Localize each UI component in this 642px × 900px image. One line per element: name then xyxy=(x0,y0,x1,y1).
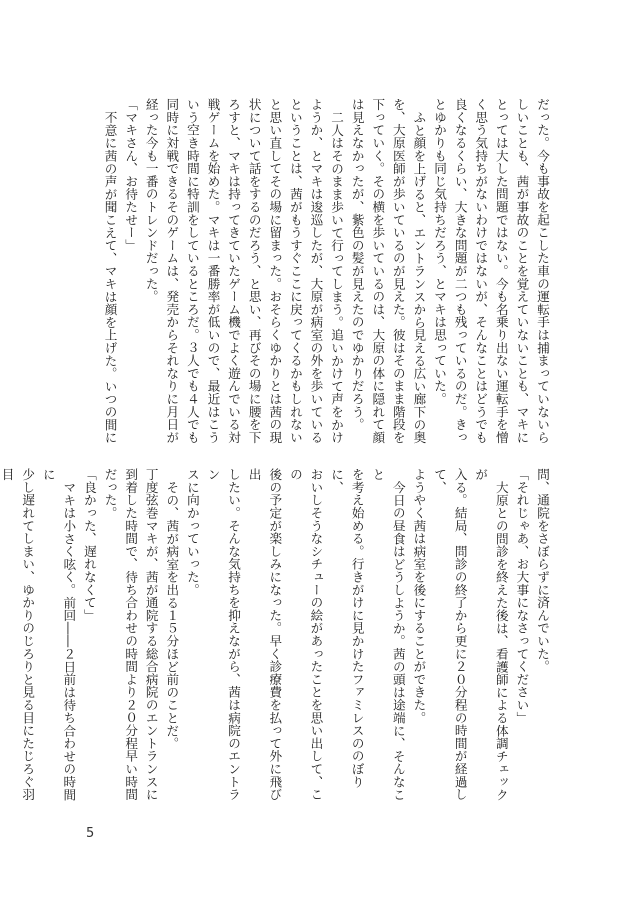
dialogue-line: 「良かった、遅れなくて」 xyxy=(81,468,97,622)
dialogue-line: 「マキさん、お待たせー」 xyxy=(123,98,139,252)
paragraph: 今日の昼食はどうしようか。茜の頭は途端に、そんなこと xyxy=(370,468,406,801)
paragraph: を考え始める。行きがけに見かけたファミレスののぼりに、 xyxy=(329,468,365,788)
paragraph: だった。 xyxy=(102,468,118,520)
paragraph: 少し遅れてしまい、ゆかりのじろりと見る目にたじろぐ羽目 xyxy=(0,468,36,801)
lower-text-block xyxy=(0,468,552,808)
paragraph: その、茜が病室を出る１５分ほど前のことだ。 xyxy=(164,480,180,750)
upper-text-block xyxy=(76,98,552,450)
paragraph: ようやく茜は病室を後にすることができた。 xyxy=(411,468,427,724)
paragraph: 大原との問診を終えた後は、看護師による体調チェックが xyxy=(473,468,509,801)
paragraph: 入る。結局、問診の終了から更に２０分程の時間が経過して、 xyxy=(432,468,468,801)
paragraph: 二人はそのまま歩いて行ってしまう。追いかけて声をかけようか、とマキは逡巡したが、大原が病室の外を歩いているということは、茜がもうすぐここに戻ってくるかもしれないと思い直してその場に留まった。おそらくゆかりとは茜の現状について話をするのだろう、と思い、再びその場に腰を下ろすと、マキは持ってきていたゲーム機でよく遊んでいる対戦ゲームを始めた。マキは一番勝率が低いので、最近はこういう空き時間に特訓をしているところだ。３人でも４人でも同時に対戦できるそのゲームは、発売からそれなりに月日が経った今も一番のトレンドだった。 xyxy=(143,98,345,444)
paragraph: おいしそうなシチューの絵があったことを思い出して、この xyxy=(287,468,324,801)
paragraph: 問、通院をさぼらずに済んでいた。 xyxy=(535,468,550,673)
paragraph: 後の予定が楽しみになった。早く診療費を払って外に飛び出 xyxy=(246,468,283,801)
paragraph: スに向かっていった。 xyxy=(184,468,200,596)
paragraph: 到着した時間で、待ち合わせの時間より２０分程早い時間 xyxy=(123,468,139,801)
dialogue-line: 「それじゃあ、お大事になさってください」 xyxy=(514,468,530,724)
paragraph: だった。今も事故を起こした車の運転手は捕まっていないらしいことも、茜が事故のことを覚えていないことも、マキにとっては大した問題ではない。今も名乗り出ない運転手を憎く思う気持ちがないわけではないが、そんなことはどうでも良くなるくらい、大きな問題が二つも残っているのだ。きっとゆかりも同じ気持ちだろう、とマキは思っていた。 xyxy=(432,98,550,444)
paragraph: マキは小さく呟く。前回――２日前は待ち合わせの時間に xyxy=(40,468,77,801)
paragraph: したい。そんな気持ちを抑えながら、茜は病院のエントラン xyxy=(205,468,242,801)
page-number: 5 xyxy=(86,826,95,841)
paragraph: ふと顔を上げると、エントランスから見える広い廊下の奥を、大原医師が歩いているのが見えた。彼はそのまま階段を下っていく。その横を歩いているのは、大原の体に隠れて顔は見えなかったが、紫色の髪が見えたのでゆかりだろう。 xyxy=(349,98,427,444)
paragraph: 不意に茜の声が聞こえて、マキは顔を上げた。いつの間に xyxy=(102,110,118,444)
paragraph: 丁度弦巻マキが、茜が通院する総合病院のエントランスに xyxy=(143,468,159,801)
